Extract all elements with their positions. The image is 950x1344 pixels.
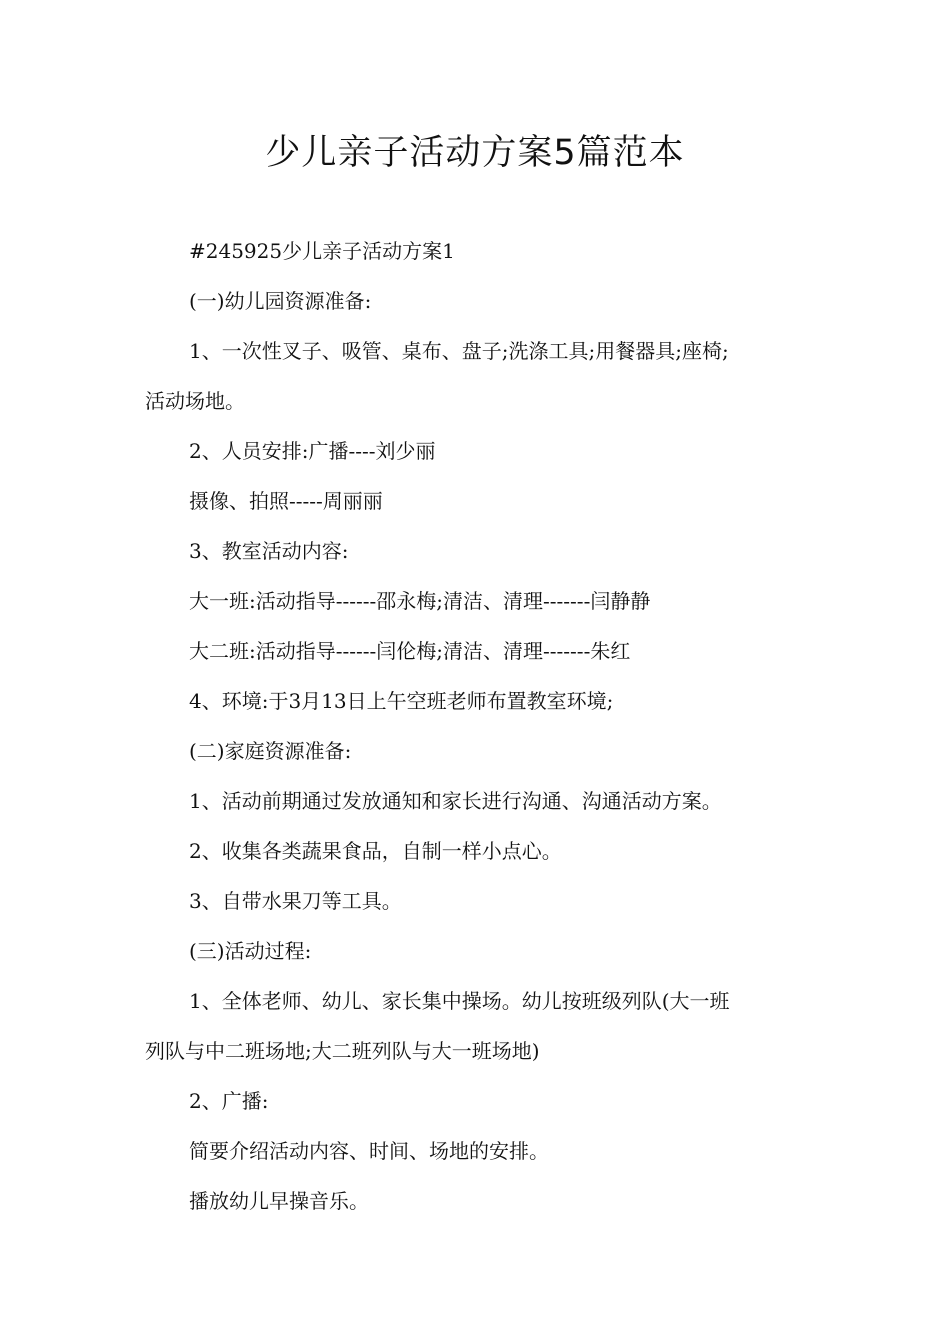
paragraph-line: 4、环境:于3月13日上午空班老师布置教室环境; — [189, 689, 614, 713]
paragraph-line: 1、一次性叉子、吸管、桌布、盘子;洗涤工具;用餐器具;座椅; — [189, 339, 729, 363]
section-heading-family-resources: (二)家庭资源准备: — [189, 739, 352, 763]
paragraph-line: 2、收集各类蔬果食品，自制一样小点心。 — [189, 839, 562, 863]
paragraph-line: 大一班:活动指导------邵永梅;清洁、清理-------闫静静 — [189, 589, 651, 613]
paragraph-line: 1、活动前期通过发放通知和家长进行沟通、沟通活动方案。 — [189, 789, 722, 813]
paragraph-line: 3、教室活动内容: — [189, 539, 349, 563]
paragraph-line: 播放幼儿早操音乐。 — [189, 1189, 369, 1213]
paragraph-line: 简要介绍活动内容、时间、场地的安排。 — [189, 1139, 549, 1163]
paragraph-line: 摄像、拍照-----周丽丽 — [189, 489, 383, 513]
paragraph-line: 1、全体老师、幼儿、家长集中操场。幼儿按班级列队(大一班 — [189, 989, 730, 1013]
paragraph-line: 2、广播: — [189, 1089, 269, 1113]
document-title: 少儿亲子活动方案5篇范本 — [265, 133, 685, 173]
paragraph-line: 大二班:活动指导------闫伦梅;清洁、清理-------朱红 — [189, 639, 631, 663]
section-heading-activity-process: (三)活动过程: — [189, 939, 312, 963]
section-heading-kindergarten-resources: (一)幼儿园资源准备: — [189, 289, 372, 313]
paragraph-line: 2、人员安排:广播----刘少丽 — [189, 439, 436, 463]
paragraph-line-continued: 列队与中二班场地;大二班列队与大一班场地) — [145, 1039, 540, 1063]
paragraph-line-continued: 活动场地。 — [145, 389, 245, 413]
plan-heading: #245925少儿亲子活动方案1 — [189, 239, 455, 263]
paragraph-line: 3、自带水果刀等工具。 — [189, 889, 402, 913]
